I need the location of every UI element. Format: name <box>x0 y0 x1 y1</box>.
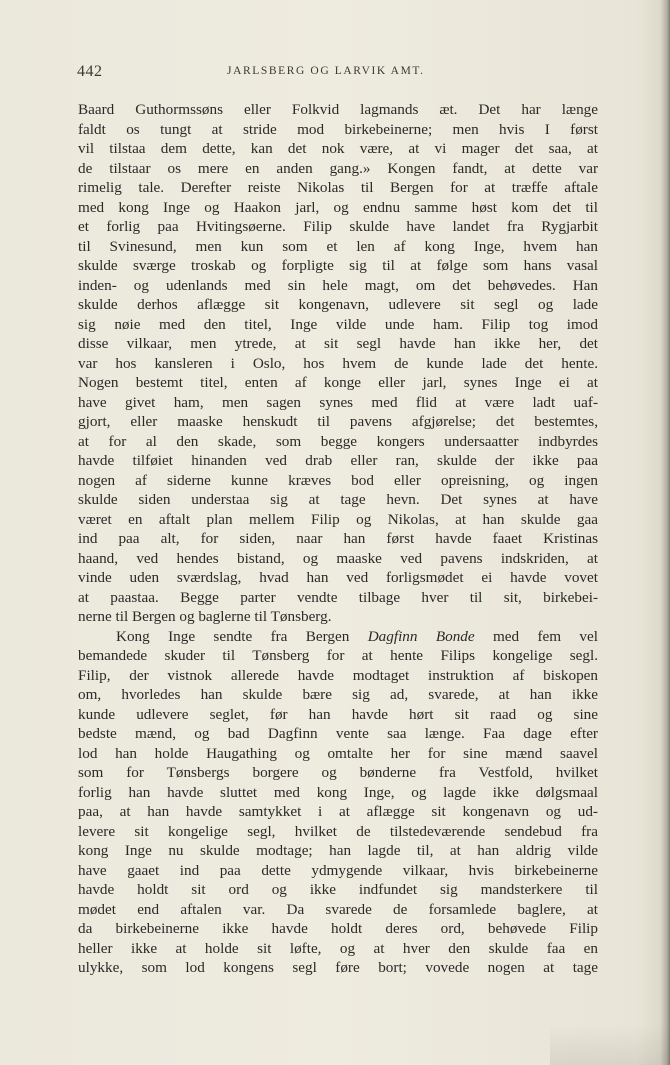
page-number: 442 <box>77 63 103 80</box>
text-line: skulde siden understaa sig at tage hevn. Det synes at have <box>78 491 598 508</box>
text-line: sig nøie med den titel, Inge vilde unde ham. Filip tog imod <box>78 315 598 333</box>
text-line: var hos kansleren i Oslo, hos hvem de kunde lade det hente. <box>78 354 598 372</box>
text-line: skulde derhos aflægge sit kongenavn, udlevere sit segl og lade <box>78 296 598 313</box>
text-line: de tilstaar os mere en anden gang.» Kongen fandt, at dette var <box>78 159 598 177</box>
body-text <box>78 100 598 978</box>
text-line: forlig han havde sluttet med kong Inge, og lagde ikke dølgsmaal <box>78 783 598 801</box>
text-line: om, hvorledes han skulde bære sig ad, svarede, at han ikke <box>78 686 598 703</box>
text-line: med kong Inge og Haakon jarl, og endnu samme høst kom det til <box>78 198 598 216</box>
text-line: til Svinesund, men kun som et len af kong Inge, hvem han <box>78 237 598 255</box>
text-line: bemandede skuder til Tønsberg for at hente Filips kongelige segl. <box>78 647 598 664</box>
italic-name: Dagfinn Bonde <box>367 627 475 645</box>
text-line: som for Tønsbergs borgere og bønderne fra Vestfold, hvilket <box>78 764 598 781</box>
text-line: at paastaa. Begge parter vendte tilbage hver til sit, birkebei- <box>78 588 598 606</box>
text-line: have givet ham, men sagen synes med flid at være ladt uaf- <box>78 393 598 411</box>
text-line: bedste mænd, og bad Dagfinn vente saa længe. Faa dage efter <box>78 725 598 742</box>
text-line: et forlig paa Hvitingsøerne. Filip skulde have landet fra Rygjarbit <box>78 218 598 235</box>
text-line: haand, ved hendes bistand, og maaske ved pavens indskriden, at <box>78 549 598 567</box>
paragraph-1 <box>78 100 598 627</box>
text-line: da birkebeinerne ikke havde holdt deres ord, behøvede Filip <box>78 920 598 937</box>
text-line: rimelig tale. Derefter reiste Nikolas til Bergen for at træffe aftale <box>78 179 598 196</box>
line-segment: med fem vel <box>492 627 598 645</box>
text-line: at for al den skade, som begge kongers undersaatter indbyrdes <box>78 432 598 450</box>
text-line: havde tilføiet hinanden ved drab eller ran, skulde der ikke paa <box>78 452 598 469</box>
text-line: Baard Guthormssøns eller Folkvid lagmands æt. Det har længe <box>78 101 598 118</box>
line-segment: Kong Inge sendte fra Bergen <box>116 627 350 645</box>
page-edge-shadow <box>660 0 670 1065</box>
text-line <box>78 627 598 647</box>
text-line: Nogen bestemt titel, enten af konge eller jarl, synes Inge ei at <box>78 374 598 391</box>
text-line: Filip, der vistnok allerede havde modtaget instruktion af biskopen <box>78 666 598 684</box>
text-line: vil tilstaa dem dette, kan det nok være, at vi mager det saa, at <box>78 140 598 157</box>
text-line: ind paa alt, for siden, naar han først havde faaet Kristinas <box>78 530 598 547</box>
text-line: inden- og udenlands med sin hele magt, om det behøvedes. Han <box>78 276 598 294</box>
text-line: levere sit kongelige segl, hvilket de tilstedeværende sendebud fra <box>78 822 598 840</box>
text-line: skulde sværge troskab og forpligte sig til at følge som hans vasal <box>78 257 598 274</box>
text-line: faldt os tungt at stride mod birkebeinerne; men hvis I først <box>78 120 598 138</box>
text-line: ulykke, som lod kongens segl føre bort; vovede nogen at tage <box>78 959 598 976</box>
text-line: lod han holde Haugathing og omtalte her for sine mænd saavel <box>78 744 598 762</box>
text-line: kong Inge nu skulde modtage; han lagde til, at han aldrig vilde <box>78 842 598 859</box>
text-line: nerne til Bergen og baglerne til Tønsberg. <box>78 608 332 625</box>
text-line: været en aftalt plan mellem Filip og Nikolas, at han skulde gaa <box>78 510 598 528</box>
text-line: kunde udlevere seglet, før han havde hørt sit raad og sine <box>78 705 598 723</box>
text-line: mødet end aftalen var. Da svarede de forsamlede baglere, at <box>78 900 598 918</box>
text-line: have gaaet ind paa dette ydmygende vilkaar, hvis birkebeinerne <box>78 861 598 879</box>
page-header <box>77 63 597 85</box>
page-curl-shadow <box>550 1025 670 1065</box>
text-line: heller ikke at holde sit løfte, og at hver den skulde faa en <box>78 939 598 957</box>
text-line: disse vilkaar, men ytrede, at sit segl havde han ikke her, det <box>78 335 598 352</box>
text-line: havde holdt sit ord og ikke indfundet sig mandsterkere til <box>78 881 598 898</box>
paragraph-2 <box>78 627 598 978</box>
text-line: nogen af siderne kunne kræves bod eller opreisning, og ingen <box>78 471 598 489</box>
text-line: paa, at han havde samtykket i at aflægge sit kongenavn og ud- <box>78 803 598 820</box>
running-title: JARLSBERG OG LARVIK AMT. <box>227 65 425 77</box>
text-line: vinde uden sværdslag, hvad han ved forligsmødet ei havde vovet <box>78 569 598 586</box>
text-line: gjort, eller maaske henskudt til pavens afgjørelse; det bestemtes, <box>78 413 598 430</box>
